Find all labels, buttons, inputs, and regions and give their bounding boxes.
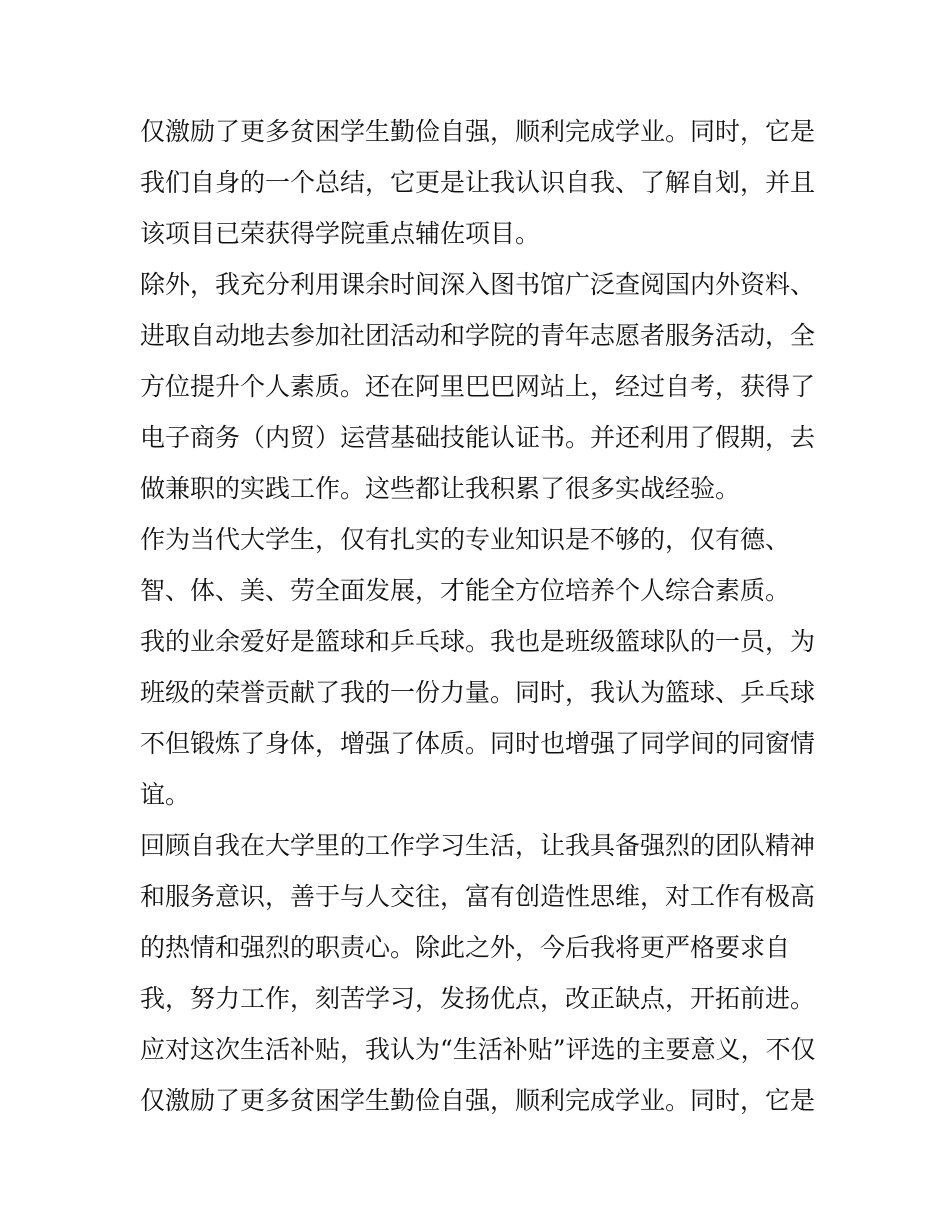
text-line: 电子商务（内贸）运营基础技能认证书。并还利用了假期，去: [140, 423, 816, 452]
text-line: 做兼职的实践工作。这些都让我积累了很多实战经验。: [140, 474, 741, 503]
text-line: 我的业余爱好是篮球和乒乓球。我也是班级篮球队的一员，为: [140, 627, 816, 656]
text-line: 班级的荣誉贡献了我的一份力量。同时，我认为篮球、乒乓球: [140, 678, 816, 707]
text-line: 应对这次生活补贴，我认为“生活补贴”评选的主要意义，不仅: [140, 1035, 816, 1064]
text-line: 和服务意识，善于与人交往，富有创造性思维，对工作有极高: [140, 882, 816, 911]
text-line: 作为当代大学生，仅有扎实的专业知识是不够的，仅有德、: [140, 525, 791, 554]
text-line: 智、体、美、劳全面发展，才能全方位培养个人综合素质。: [140, 576, 791, 605]
text-line: 不但锻炼了身体，增强了体质。同时也增强了同学间的同窗情: [140, 729, 816, 758]
text-line: 该项目已荣获得学院重点辅佐项目。: [140, 219, 541, 248]
text-line: 进取自动地去参加社团活动和学院的青年志愿者服务活动，全: [140, 321, 816, 350]
text-line: 我们自身的一个总结，它更是让我认识自我、了解自划，并且: [140, 168, 816, 197]
text-line: 回顾自我在大学里的工作学习生活，让我具备强烈的团队精神: [140, 831, 816, 860]
document-body: [140, 106, 820, 1126]
text-line: 谊。: [140, 780, 191, 809]
text-line: 我，努力工作，刻苦学习，发扬优点，改正缺点，开拓前进。: [140, 984, 816, 1013]
text-line: 仅激励了更多贫困学生勤俭自强，顺利完成学业。同时，它是: [140, 117, 816, 146]
text-line: 仅激励了更多贫困学生勤俭自强，顺利完成学业。同时，它是: [140, 1086, 816, 1115]
text-line: 的热情和强烈的职责心。除此之外，今后我将更严格要求自: [140, 933, 791, 962]
text-line: 方位提升个人素质。还在阿里巴巴网站上，经过自考，获得了: [140, 372, 816, 401]
text-line: 除外，我充分利用课余时间深入图书馆广泛查阅国内外资料、: [140, 270, 816, 299]
